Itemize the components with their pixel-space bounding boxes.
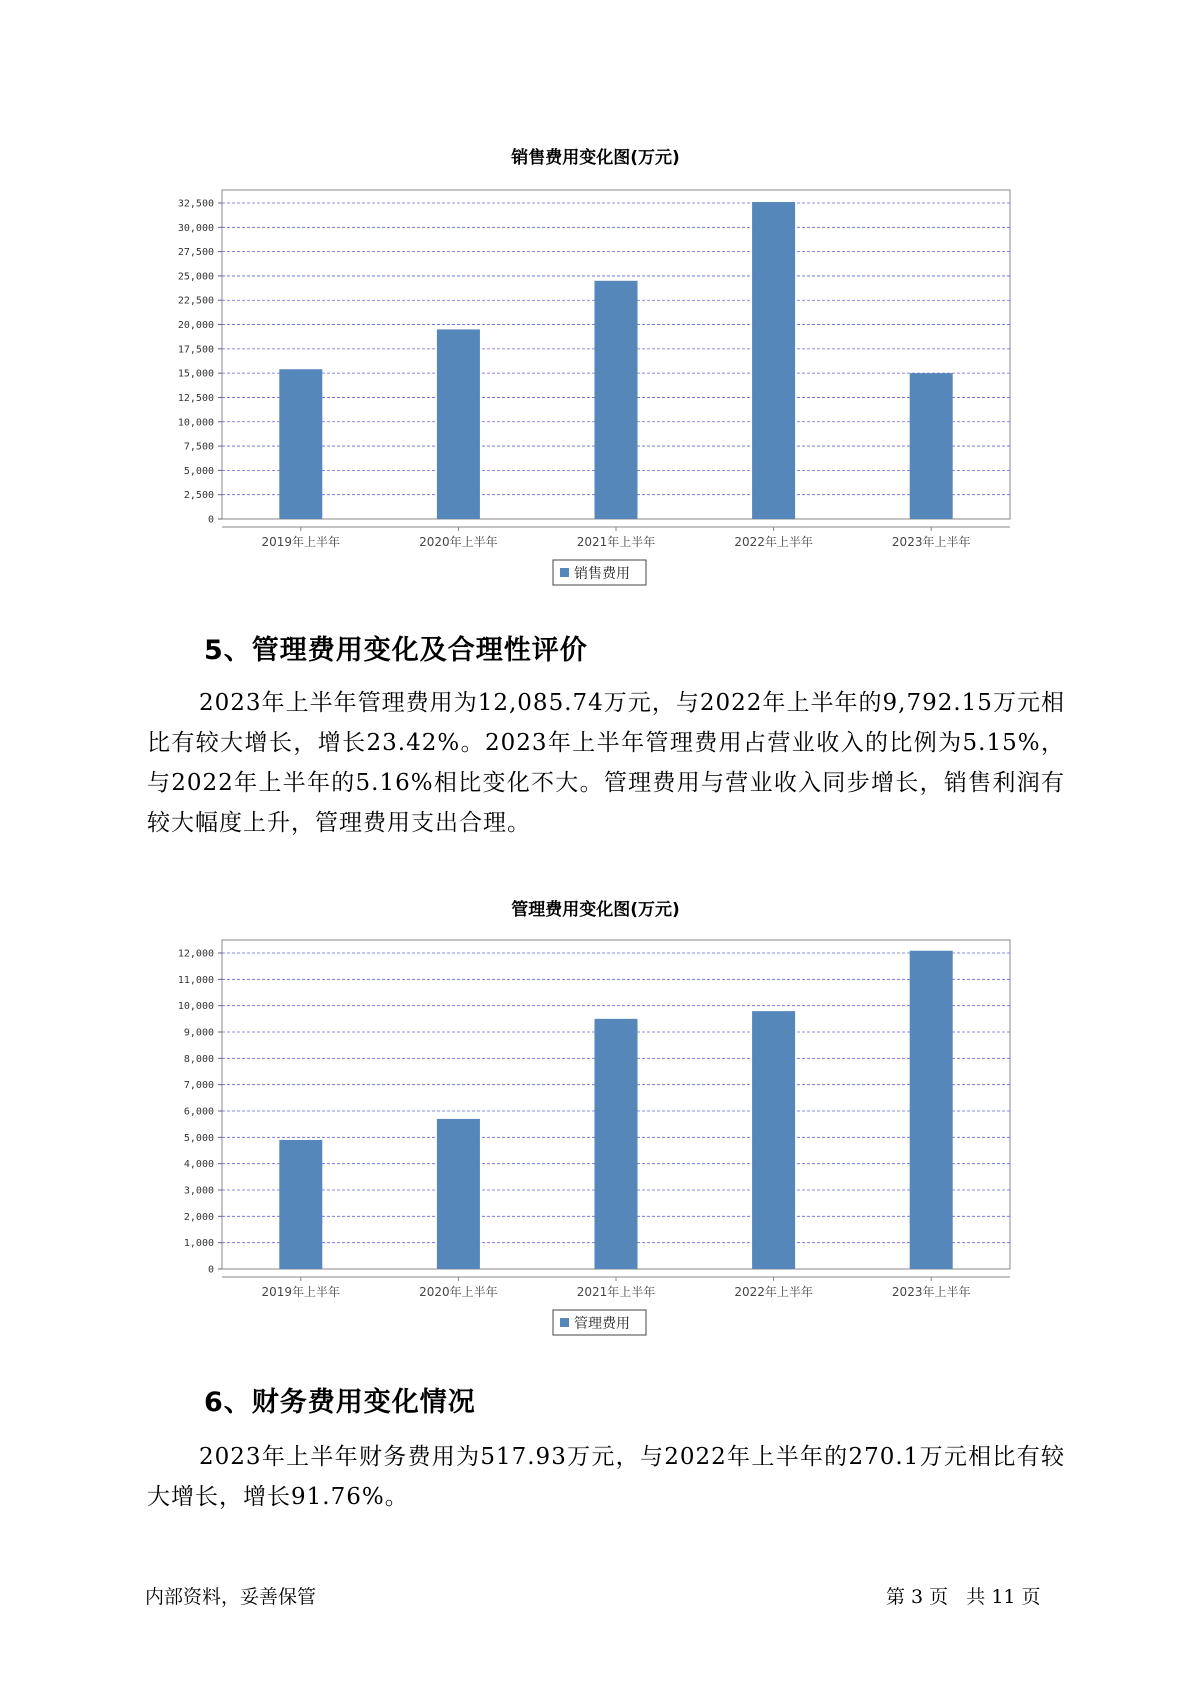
bar (595, 1019, 638, 1269)
section-5-heading: 5、管理费用变化及合理性评价 (204, 635, 588, 666)
bar (595, 281, 638, 519)
y-tick-label: 10,000 (177, 417, 214, 429)
y-tick-label: 10,000 (177, 1001, 214, 1013)
y-tick-label: 5,000 (183, 465, 214, 477)
bar (437, 1119, 480, 1269)
y-tick-label: 30,000 (177, 222, 214, 234)
bar (752, 202, 795, 519)
y-tick-label: 12,000 (177, 948, 214, 960)
bar (910, 373, 953, 519)
x-tick-label: 2020年上半年 (419, 535, 498, 549)
footer-right: 第 3 页 共 11 页 (886, 1586, 1041, 1608)
admin-chart-svg (0, 930, 1191, 1350)
y-tick-label: 9,000 (183, 1027, 214, 1039)
section-6-heading: 6、财务费用变化情况 (204, 1387, 476, 1418)
y-tick-label: 27,500 (177, 247, 214, 259)
y-tick-label: 2,000 (183, 1211, 214, 1223)
legend-label: 销售费用 (574, 566, 630, 582)
y-tick-label: 20,000 (177, 320, 214, 332)
y-tick-label: 11,000 (177, 974, 214, 986)
y-tick-label: 2,500 (183, 490, 214, 502)
x-tick-label: 2021年上半年 (576, 535, 656, 549)
y-tick-label: 3,000 (183, 1185, 214, 1197)
y-tick-label: 15,000 (177, 368, 214, 380)
section-5-paragraph: 2023年上半年管理费用为12,085.74万元，与2022年上半年的9,792.15万元相比有较大增长，增长23.42%。2023年上半年管理费用占营业收入的比例为5.15%，与2022年上半年的5.16%相比变化不大。管理费用与营业收入同步增长，销售利润有较大幅度上升，管理费用支出合理。 (147, 690, 1065, 836)
x-tick-label: 2019年上半年 (261, 1285, 341, 1299)
section-6-paragraph: 2023年上半年财务费用为517.93万元，与2022年上半年的270.1万元相比有较大增长，增长91.76%。 (147, 1444, 1065, 1510)
bar (910, 951, 953, 1269)
legend-label: 管理费用 (574, 1316, 630, 1332)
x-tick-label: 2022年上半年 (734, 1285, 813, 1299)
x-tick-label: 2020年上半年 (419, 1285, 498, 1299)
y-tick-label: 8,000 (183, 1053, 214, 1065)
y-tick-label: 1,000 (183, 1238, 214, 1250)
x-tick-label: 2021年上半年 (576, 1285, 656, 1299)
bar (752, 1011, 795, 1269)
y-tick-label: 32,500 (177, 198, 214, 210)
y-tick-label: 5,000 (183, 1132, 214, 1144)
y-tick-label: 7,000 (183, 1080, 214, 1092)
x-tick-label: 2022年上半年 (734, 535, 813, 549)
y-tick-label: 4,000 (183, 1159, 214, 1171)
admin-chart-title: 管理费用变化图(万元) (511, 900, 680, 920)
x-tick-label: 2023年上半年 (891, 535, 971, 549)
y-tick-label: 0 (207, 514, 214, 526)
bar (279, 1140, 322, 1269)
y-tick-label: 0 (207, 1264, 214, 1276)
sales-chart-title: 销售费用变化图(万元) (511, 148, 680, 168)
y-tick-label: 25,000 (177, 271, 214, 283)
x-tick-label: 2019年上半年 (261, 535, 341, 549)
y-tick-label: 7,500 (183, 441, 214, 453)
bar (437, 329, 480, 519)
legend-swatch (560, 1318, 569, 1327)
y-tick-label: 12,500 (177, 392, 214, 404)
footer-left: 内部资料，妥善保管 (145, 1586, 317, 1608)
y-tick-label: 6,000 (183, 1106, 214, 1118)
y-tick-label: 22,500 (177, 295, 214, 307)
legend-swatch (560, 568, 569, 577)
x-tick-label: 2023年上半年 (891, 1285, 971, 1299)
bar (279, 369, 322, 519)
sales-chart-svg (0, 180, 1191, 600)
y-tick-label: 17,500 (177, 344, 214, 356)
